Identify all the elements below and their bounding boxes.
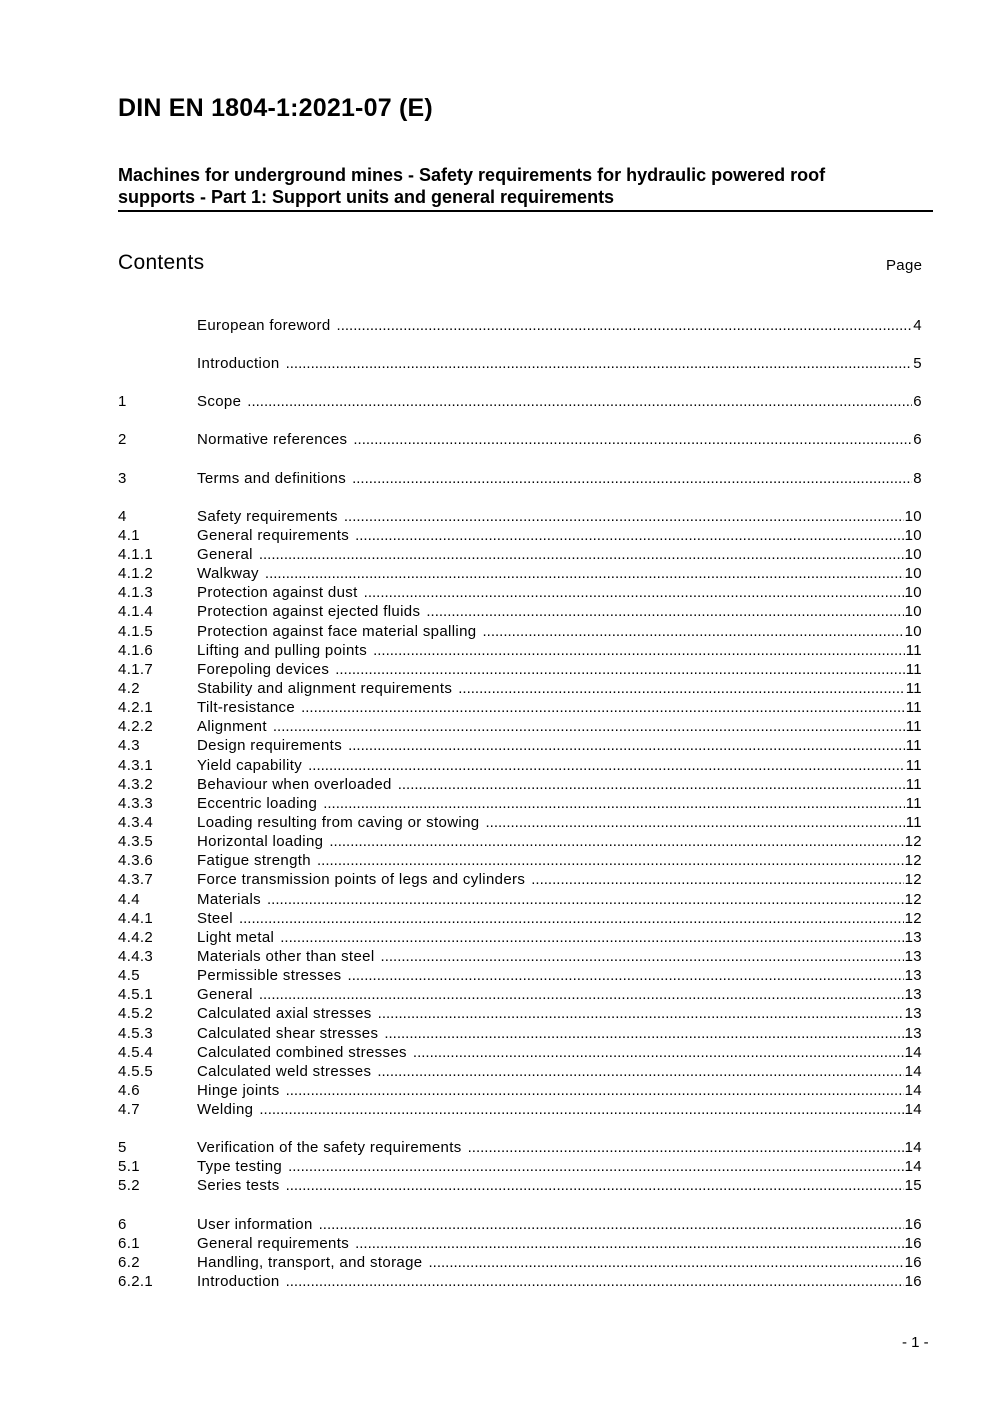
toc-entry-title: Calculated weld stresses xyxy=(197,1062,372,1080)
toc-dot-leader xyxy=(273,717,905,736)
toc-entry[interactable] xyxy=(118,1062,922,1081)
toc-entry-page: 11 xyxy=(905,699,922,717)
toc-entry-page: 5 xyxy=(913,355,922,373)
toc-entry[interactable] xyxy=(118,430,922,449)
toc-entry[interactable] xyxy=(118,717,922,736)
toc-entry-page: 6 xyxy=(913,431,922,449)
toc-entry-title: Steel xyxy=(197,909,233,927)
toc-dot-leader xyxy=(384,1024,903,1043)
toc-entry[interactable] xyxy=(118,507,922,526)
toc-entry[interactable] xyxy=(118,1215,922,1234)
toc-entry[interactable] xyxy=(118,909,922,928)
toc-entry-title: Calculated axial stresses xyxy=(197,1005,372,1023)
toc-dot-leader xyxy=(398,775,905,794)
toc-dot-leader xyxy=(426,602,903,621)
toc-dot-leader xyxy=(353,430,912,449)
toc-entry[interactable] xyxy=(118,1004,922,1023)
toc-entry-page: 12 xyxy=(904,871,922,889)
toc-entry-title: Eccentric loading xyxy=(197,794,318,812)
toc-entry[interactable] xyxy=(118,1081,922,1100)
toc-entry[interactable] xyxy=(118,756,922,775)
toc-entry-number: 4.5.1 xyxy=(118,986,154,1004)
toc-entry-title: Hinge joints xyxy=(197,1081,280,1099)
toc-entry-number: 2 xyxy=(118,431,127,449)
toc-dot-leader xyxy=(286,1272,904,1291)
toc-entry[interactable] xyxy=(118,794,922,813)
toc-entry-page: 12 xyxy=(904,833,922,851)
toc-entry-number: 4.2.2 xyxy=(118,718,154,736)
toc-entry-number: 4.1.3 xyxy=(118,584,154,602)
toc-entry-number: 4.4 xyxy=(118,890,140,908)
toc-dot-leader xyxy=(373,641,905,660)
toc-entry-title: European foreword xyxy=(197,317,331,334)
document-subtitle xyxy=(118,164,933,212)
toc-entry-number: 6.2.1 xyxy=(118,1273,154,1291)
toc-entry-title: Behaviour when overloaded xyxy=(197,775,392,793)
toc-dot-leader xyxy=(378,1004,904,1023)
toc-entry-number: 5.2 xyxy=(118,1177,140,1195)
toc-entry-page: 12 xyxy=(904,852,922,870)
toc-dot-leader xyxy=(377,1062,903,1081)
toc-entry-number: 4.1.1 xyxy=(118,545,154,563)
toc-entry[interactable] xyxy=(118,602,922,621)
toc-entry-page: 13 xyxy=(904,1005,922,1023)
toc-entry-page: 8 xyxy=(913,469,922,487)
toc-entry[interactable] xyxy=(118,947,922,966)
toc-entry-title: Protection against face material spalling xyxy=(197,622,477,640)
toc-dot-leader xyxy=(531,870,903,889)
page-number: - 1 - xyxy=(902,1334,929,1351)
toc-entry-page: 16 xyxy=(904,1273,922,1291)
toc-entry[interactable] xyxy=(118,966,922,985)
toc-entry-title: Introduction xyxy=(197,1273,280,1291)
toc-entry-page: 16 xyxy=(904,1253,922,1271)
toc-entry-page: 14 xyxy=(904,1062,922,1080)
toc-entry-number: 4.5 xyxy=(118,967,140,985)
toc-entry-title: Force transmission points of legs and cylinders xyxy=(197,871,526,889)
toc-entry-number: 4.3.5 xyxy=(118,833,154,851)
toc-entry-page: 13 xyxy=(904,1024,922,1042)
toc-entry-title: Lifting and pulling points xyxy=(197,641,368,659)
toc-entry-title: Loading resulting from caving or stowing xyxy=(197,813,480,831)
toc-entry-title: Protection against dust xyxy=(197,584,358,602)
toc-entry-number: 4.3.4 xyxy=(118,813,154,831)
toc-entry-number: 4.3.1 xyxy=(118,756,154,774)
toc-dot-leader xyxy=(267,890,904,909)
toc-entry-page: 6 xyxy=(913,393,922,411)
toc-entry[interactable] xyxy=(118,928,922,947)
toc-entry-number: 4.3 xyxy=(118,737,140,755)
toc-entry-title: Type testing xyxy=(197,1158,283,1176)
toc-entry-page: 4 xyxy=(913,317,922,334)
toc-entry[interactable] xyxy=(118,679,922,698)
table-of-contents xyxy=(118,316,922,1291)
toc-dot-leader xyxy=(485,813,904,832)
toc-entry-number: 4.4.3 xyxy=(118,947,154,965)
toc-dot-leader xyxy=(280,928,903,947)
toc-entry[interactable] xyxy=(118,316,922,335)
toc-entry-page: 13 xyxy=(904,967,922,985)
toc-entry-page: 14 xyxy=(904,1043,922,1061)
toc-entry-page: 12 xyxy=(904,909,922,927)
toc-dot-leader xyxy=(468,1138,904,1157)
toc-dot-leader xyxy=(458,679,904,698)
toc-entry[interactable] xyxy=(118,1138,922,1157)
toc-entry-number: 4.2.1 xyxy=(118,699,154,717)
toc-entry-title: Normative references xyxy=(197,431,348,449)
toc-entry-page: 11 xyxy=(905,641,922,659)
toc-entry-page: 11 xyxy=(905,813,922,831)
toc-dot-leader xyxy=(288,1157,904,1176)
toc-entry-number: 4.3.2 xyxy=(118,775,154,793)
toc-entry-number: 4.1.5 xyxy=(118,622,154,640)
toc-entry[interactable] xyxy=(118,564,922,583)
toc-dot-leader xyxy=(286,1176,904,1195)
toc-entry-number: 4.6 xyxy=(118,1081,140,1099)
toc-entry[interactable] xyxy=(118,985,922,1004)
toc-entry[interactable] xyxy=(118,1157,922,1176)
toc-entry-number: 4.3.6 xyxy=(118,852,154,870)
toc-entry-page: 10 xyxy=(904,603,922,621)
toc-dot-leader xyxy=(286,354,913,373)
toc-entry-title: Materials xyxy=(197,890,261,908)
toc-entry-number: 4.5.4 xyxy=(118,1043,154,1061)
toc-entry-title: Alignment xyxy=(197,718,267,736)
toc-dot-leader xyxy=(301,698,905,717)
toc-entry-number: 4.4.2 xyxy=(118,928,154,946)
toc-entry-title: Terms and definitions xyxy=(197,469,347,487)
toc-entry[interactable] xyxy=(118,698,922,717)
toc-entry-page: 11 xyxy=(905,794,922,812)
toc-dot-leader xyxy=(265,564,904,583)
toc-entry-number: 6 xyxy=(118,1215,127,1233)
toc-entry-number: 4.5.2 xyxy=(118,1005,154,1023)
toc-entry[interactable] xyxy=(118,660,922,679)
toc-entry-number: 5.1 xyxy=(118,1158,140,1176)
toc-dot-leader xyxy=(247,392,912,411)
toc-entry-page: 11 xyxy=(905,775,922,793)
toc-entry-title: Walkway xyxy=(197,565,259,583)
toc-entry-title: Forepoling devices xyxy=(197,660,330,678)
toc-entry-title: Introduction xyxy=(197,355,280,373)
toc-entry[interactable] xyxy=(118,392,922,411)
toc-entry[interactable] xyxy=(118,354,922,373)
toc-entry-page: 14 xyxy=(904,1139,922,1157)
toc-dot-leader xyxy=(352,469,912,488)
toc-dot-leader xyxy=(335,660,905,679)
toc-entry-title: General xyxy=(197,986,253,1004)
toc-entry-title: Stability and alignment requirements xyxy=(197,679,453,697)
toc-dot-leader xyxy=(348,966,904,985)
toc-entry-title: Scope xyxy=(197,393,242,411)
toc-entry-title: General requirements xyxy=(197,1234,350,1252)
toc-entry-page: 14 xyxy=(904,1081,922,1099)
toc-entry-number: 4.3.3 xyxy=(118,794,154,812)
toc-entry-title: Materials other than steel xyxy=(197,947,375,965)
toc-entry-title: User information xyxy=(197,1215,313,1233)
toc-entry-page: 11 xyxy=(905,660,922,678)
toc-entry-title: General requirements xyxy=(197,526,350,544)
toc-dot-leader xyxy=(259,985,904,1004)
toc-entry[interactable] xyxy=(118,851,922,870)
toc-entry[interactable] xyxy=(118,1176,922,1195)
toc-entry-title: Fatigue strength xyxy=(197,852,311,870)
toc-dot-leader xyxy=(348,736,905,755)
toc-entry-title: Horizontal loading xyxy=(197,833,324,851)
toc-dot-leader xyxy=(483,622,904,641)
toc-entry-number: 5 xyxy=(118,1139,127,1157)
toc-entry[interactable] xyxy=(118,641,922,660)
toc-entry[interactable] xyxy=(118,1100,922,1119)
toc-dot-leader xyxy=(308,756,905,775)
document-id: DIN EN 1804-1:2021-07 (E) xyxy=(118,94,433,122)
toc-entry[interactable] xyxy=(118,1043,922,1062)
toc-dot-leader xyxy=(239,909,904,928)
toc-dot-leader xyxy=(364,583,904,602)
toc-entry-page: 10 xyxy=(904,565,922,583)
toc-entry-number: 4.1.2 xyxy=(118,565,154,583)
toc-entry-number: 4.4.1 xyxy=(118,909,154,927)
toc-entry-page: 11 xyxy=(905,718,922,736)
toc-dot-leader xyxy=(355,1234,904,1253)
toc-entry[interactable] xyxy=(118,813,922,832)
toc-entry-title: Series tests xyxy=(197,1177,280,1195)
toc-dot-leader xyxy=(344,507,904,526)
toc-entry-title: Verification of the safety requirements xyxy=(197,1139,462,1157)
subtitle-line-1: Machines for underground mines - Safety requirements for hydraulic powered roof xyxy=(118,165,826,185)
toc-entry[interactable] xyxy=(118,545,922,564)
toc-entry[interactable] xyxy=(118,1234,922,1253)
toc-entry-title: Calculated shear stresses xyxy=(197,1024,379,1042)
toc-dot-leader xyxy=(259,1100,903,1119)
toc-entry-number: 4.3.7 xyxy=(118,871,154,889)
toc-entry-page: 16 xyxy=(904,1215,922,1233)
toc-entry-number: 6.2 xyxy=(118,1253,140,1271)
toc-entry-title: General xyxy=(197,545,253,563)
toc-entry-number: 4.1.6 xyxy=(118,641,154,659)
toc-dot-leader xyxy=(259,545,904,564)
toc-entry-number: 4.7 xyxy=(118,1101,140,1119)
toc-entry-number: 1 xyxy=(118,393,127,411)
toc-dot-leader xyxy=(413,1043,904,1062)
toc-dot-leader xyxy=(429,1253,904,1272)
toc-entry-page: 13 xyxy=(904,947,922,965)
toc-dot-leader xyxy=(319,1215,904,1234)
toc-entry-title: Calculated combined stresses xyxy=(197,1043,407,1061)
toc-dot-leader xyxy=(381,947,904,966)
toc-entry[interactable] xyxy=(118,870,922,889)
toc-entry-number: 4.5.5 xyxy=(118,1062,154,1080)
toc-entry-number: 4.1 xyxy=(118,526,140,544)
toc-entry-page: 14 xyxy=(904,1101,922,1119)
toc-entry-page: 13 xyxy=(904,928,922,946)
contents-heading: Contents xyxy=(118,251,205,274)
toc-dot-leader xyxy=(355,526,904,545)
toc-entry[interactable] xyxy=(118,526,922,545)
toc-entry-title: Protection against ejected fluids xyxy=(197,603,421,621)
toc-dot-leader xyxy=(286,1081,904,1100)
toc-entry-page: 11 xyxy=(905,756,922,774)
toc-entry-title: Design requirements xyxy=(197,737,343,755)
toc-entry-number: 6.1 xyxy=(118,1234,140,1252)
toc-entry-number: 4.5.3 xyxy=(118,1024,154,1042)
toc-entry-page: 10 xyxy=(904,526,922,544)
toc-entry-number: 4 xyxy=(118,507,127,525)
toc-entry-number: 4.1.7 xyxy=(118,660,154,678)
toc-entry-page: 11 xyxy=(905,679,922,697)
toc-entry-title: Handling, transport, and storage xyxy=(197,1253,423,1271)
toc-entry-title: Yield capability xyxy=(197,756,303,774)
toc-entry[interactable] xyxy=(118,1272,922,1291)
toc-entry-page: 13 xyxy=(904,986,922,1004)
toc-entry-title: Safety requirements xyxy=(197,507,338,525)
toc-entry-number: 4.2 xyxy=(118,679,140,697)
toc-entry-number: 3 xyxy=(118,469,127,487)
toc-entry[interactable] xyxy=(118,583,922,602)
toc-dot-leader xyxy=(317,851,904,870)
toc-dot-leader xyxy=(337,316,913,335)
toc-entry-page: 10 xyxy=(904,507,922,525)
toc-entry-number: 4.1.4 xyxy=(118,603,154,621)
toc-entry[interactable] xyxy=(118,1253,922,1272)
toc-entry-page: 11 xyxy=(905,737,922,755)
toc-entry-page: 16 xyxy=(904,1234,922,1252)
toc-entry-page: 15 xyxy=(904,1177,922,1195)
toc-entry[interactable] xyxy=(118,1024,922,1043)
toc-entry[interactable] xyxy=(118,890,922,909)
subtitle-line-2: supports - Part 1: Support units and general requirements xyxy=(118,187,615,207)
toc-entry-page: 10 xyxy=(904,622,922,640)
toc-dot-leader xyxy=(329,832,903,851)
toc-entry[interactable] xyxy=(118,622,922,641)
toc-entry-page: 10 xyxy=(904,584,922,602)
toc-entry-title: Tilt-resistance xyxy=(197,699,296,717)
toc-entry-page: 14 xyxy=(904,1158,922,1176)
toc-dot-leader xyxy=(323,794,905,813)
toc-entry[interactable] xyxy=(118,736,922,755)
toc-entry-title: Welding xyxy=(197,1101,254,1119)
toc-entry[interactable] xyxy=(118,469,922,488)
toc-entry-title: Permissible stresses xyxy=(197,967,342,985)
toc-entry-page: 10 xyxy=(904,545,922,563)
toc-entry-page: 12 xyxy=(904,890,922,908)
toc-entry[interactable] xyxy=(118,832,922,851)
toc-entry-title: Light metal xyxy=(197,928,275,946)
page-column-label: Page xyxy=(886,257,923,274)
toc-entry[interactable] xyxy=(118,775,922,794)
